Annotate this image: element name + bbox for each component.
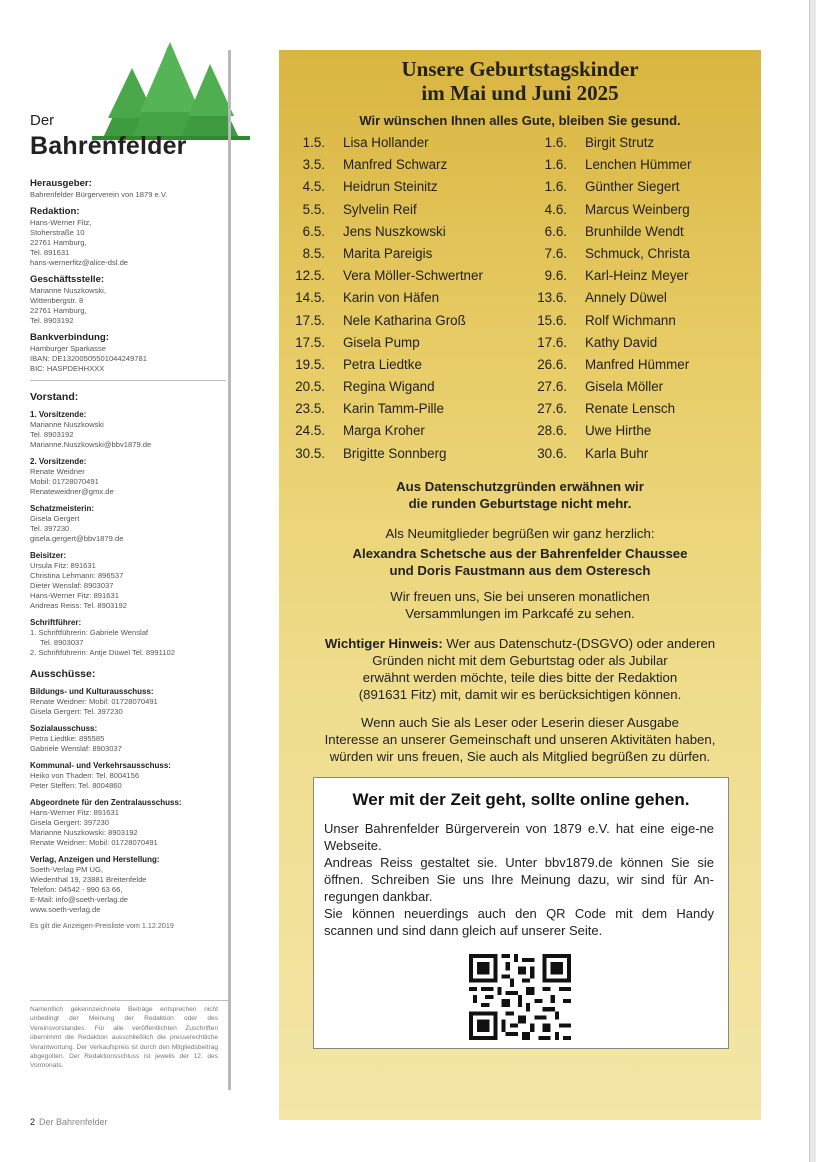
line: Interesse an unserer Gemeinschaft und unseren Aktivitäten haben, <box>324 732 716 747</box>
email-link[interactable]: Renateweidner@gmx.de <box>30 487 114 496</box>
line: Telefon: 04542 - 990 63 66, <box>30 885 123 894</box>
website-link[interactable]: www.soeth-verlag.de <box>30 905 101 914</box>
title-line: im Mai und Juni 2025 <box>421 81 619 105</box>
birthday-panel <box>279 50 761 1120</box>
birthday-name: Gisela Möller <box>585 379 664 395</box>
line: Soeth-Verlag PM UG, <box>30 865 104 874</box>
line: Marianne Nuszkowski: 8903192 <box>30 828 138 837</box>
subheading: Sozialausschuss: <box>30 724 98 733</box>
online-paragraph: Unser Bahrenfelder Bürgerverein von 1879 e.V. hat eine eige-ne Webseite. <box>324 821 714 853</box>
vorstand-schrift <box>30 617 226 658</box>
aus-zentral <box>30 797 226 848</box>
birthday-name: Uwe Hirthe <box>585 423 652 439</box>
imp-geschaeftsstelle <box>30 274 226 326</box>
subheading: Schatzmeisterin: <box>30 504 95 513</box>
birthday-name: Sylvelin Reif <box>343 201 417 217</box>
birthday-date: 9.6. <box>544 268 567 284</box>
qr-code-icon[interactable] <box>467 954 573 1040</box>
line: und Doris Faustmann aus dem Osteresch <box>389 563 651 578</box>
line: Hamburger Sparkasse <box>30 344 106 353</box>
birthday-name: Heidrun Steinitz <box>343 179 438 195</box>
birthday-row <box>279 446 761 468</box>
new-members <box>279 545 761 579</box>
birthday-date: 1.5. <box>302 135 325 150</box>
birthday-name: Regina Wigand <box>343 379 435 395</box>
line: Christina Lehmann: 896537 <box>30 571 124 580</box>
birthday-date: 1.6. <box>544 135 567 150</box>
birthday-date: 27.6. <box>537 379 567 395</box>
subheading: Abgeordnete für den Zentralausschuss: <box>30 798 182 807</box>
line: Gisela Gergert <box>30 514 80 523</box>
fir-trees-logo-icon <box>92 42 250 140</box>
impressum <box>30 178 226 931</box>
birthday-date: 17.6. <box>537 334 567 350</box>
birthday-name: Annely Düwel <box>585 290 667 306</box>
aus-bildung <box>30 686 226 717</box>
birthday-row <box>279 379 761 401</box>
online-text <box>324 820 714 939</box>
birthday-date: 30.6. <box>537 445 567 461</box>
subheading: Verlag, Anzeigen und Herstellung: <box>30 855 160 864</box>
birthday-date: 26.6. <box>537 356 567 372</box>
birthday-name: Nele Katharina Groß <box>343 312 466 328</box>
vorstand-vorsitz2 <box>30 456 226 497</box>
birthday-date: 13.6. <box>537 290 567 306</box>
line: Hans-Werner Fitz: 891631 <box>30 591 119 600</box>
masthead-title: Bahrenfelder <box>30 132 187 160</box>
line: Dieter Wenslaf: 8903037 <box>30 581 114 590</box>
birthday-date: 15.6. <box>537 312 567 328</box>
subheading: Beisitzer: <box>30 551 67 560</box>
birthday-date: 5.5. <box>302 201 325 217</box>
birthday-date: 30.5. <box>295 445 325 461</box>
birthday-name: Kathy David <box>585 334 658 350</box>
line: Stoherstraße 10 <box>30 228 85 237</box>
aus-kommunal <box>30 760 226 791</box>
birthday-name: Vera Möller-Schwertner <box>343 268 483 284</box>
birthday-date: 12.5. <box>295 268 325 284</box>
online-paragraph: Sie können neuerdings auch den QR Code mit dem Handy scannen und sind dann gleich auf unserer Seite. <box>324 906 714 938</box>
line: Gabriele Wenslaf: 8903037 <box>30 744 122 753</box>
join-invitation <box>279 714 761 765</box>
line: 22761 Hamburg, <box>30 238 87 247</box>
line: (891631 Fitz) mit, damit wir es berücksichtigen können. <box>358 687 682 702</box>
line: Tel. 397230 <box>30 524 70 533</box>
birthday-date: 23.5. <box>295 401 325 417</box>
line: Versammlungen im Parkcafé zu sehen. <box>405 606 635 621</box>
vorstand-heading: Vorstand: <box>30 391 79 403</box>
birthday-name: Karin von Häfen <box>343 290 440 306</box>
imp-bank <box>30 332 226 374</box>
birthday-row <box>279 135 761 157</box>
birthday-date: 1.6. <box>544 179 567 195</box>
birthday-list <box>279 135 761 468</box>
hint-label: Wichtiger Hinweis: <box>324 636 443 651</box>
line: Alexandra Schetsche aus der Bahrenfelder Chaussee <box>352 546 688 561</box>
birthday-row <box>279 290 761 312</box>
line: Tel. 891631 <box>30 248 70 257</box>
page-number: 2 <box>30 1117 36 1127</box>
birthday-name: Petra Liedtke <box>343 356 422 372</box>
subheading: Bildungs- und Kulturausschuss: <box>30 687 154 696</box>
birthday-name: Marcus Weinberg <box>585 201 690 217</box>
birthday-date: 6.6. <box>544 223 567 239</box>
line: Wittenbergstr. 8 <box>30 296 84 305</box>
line: Peter Steffen: Tel. 8004860 <box>30 781 122 790</box>
birthday-row <box>279 401 761 423</box>
birthday-date: 4.5. <box>302 179 325 195</box>
vorstand-vorsitz1 <box>30 409 226 450</box>
line: erwähnt werden möchte, teile dies bitte der Redaktion <box>362 670 678 685</box>
hint-text: Wer aus Datenschutz-(DSGVO) oder anderen <box>442 636 716 651</box>
birthday-name: Brunhilde Wendt <box>585 223 684 239</box>
birthday-date: 1.6. <box>544 157 567 173</box>
line: Tel. 8903192 <box>30 430 74 439</box>
birthday-name: Rolf Wichmann <box>585 312 676 328</box>
line: Aus Datenschutzgründen erwähnen wir <box>396 479 644 494</box>
aus-sozial <box>30 723 226 754</box>
birthday-name: Karla Buhr <box>585 445 649 461</box>
line: Andreas Reiss: Tel. 8903192 <box>30 601 127 610</box>
online-heading: Wer mit der Zeit geht, sollte online gehen. <box>352 790 690 809</box>
line: Wenn auch Sie als Leser oder Leserin dieser Ausgabe <box>361 715 679 730</box>
birthday-date: 4.6. <box>544 201 567 217</box>
heading: Geschäftsstelle: <box>30 274 105 285</box>
title-line: Unsere Geburtstagskinder <box>401 57 639 81</box>
meeting-note <box>279 588 761 622</box>
online-paragraph: Andreas Reiss gestaltet sie. Unter bbv1879.de können Sie sie öffnen. Schreiben Sie uns Ihre Meinung dazu, wir sind für An-regungen dankbar. <box>324 855 714 904</box>
birthday-date: 8.5. <box>302 245 325 261</box>
birthday-name: Karin Tamm-Pille <box>343 401 444 417</box>
imp-herausgeber <box>30 178 226 200</box>
birthday-row <box>279 335 761 357</box>
email-link[interactable]: E-Mail: info@soeth-verlag.de <box>30 895 129 904</box>
line: würden wir uns freuen, Sie auch als Mitglied begrüßen zu dürfen. <box>329 749 711 764</box>
birthday-name: Lenchen Hümmer <box>585 157 692 173</box>
subheading: 2. Vorsitzende: <box>30 457 87 466</box>
page-footer <box>30 1117 108 1127</box>
birthday-date: 19.5. <box>295 356 325 372</box>
line: 2. Schriftführerin: Antje Düwel Tel. 8991102 <box>30 648 175 657</box>
birthday-date: 14.5. <box>295 290 325 306</box>
birthday-date: 17.5. <box>295 334 325 350</box>
birthday-name: Günther Siegert <box>585 179 680 195</box>
heading: Redaktion: <box>30 206 80 217</box>
email-link[interactable]: Marianne.Nuszkowski@bbv1879.de <box>30 440 152 449</box>
birthday-name: Marga Kroher <box>343 423 425 439</box>
line: Gisela Gergert: 397230 <box>30 818 109 827</box>
line: Renate Weidner: Mobil: 01728070491 <box>30 838 158 847</box>
line: Bahrenfelder Bürgerverein von 1879 e.V. <box>30 190 168 199</box>
price-list-note: Es gilt die Anzeigen-Preisliste vom 1.12.2019 <box>30 921 174 930</box>
online-box <box>313 777 729 1049</box>
birthday-row <box>279 268 761 290</box>
line: Heiko von Thaden: Tel. 8004156 <box>30 771 140 780</box>
birthday-row <box>279 313 761 335</box>
masthead-der: Der <box>30 112 55 129</box>
line: Tel. 8903037 <box>40 638 84 647</box>
ausschuesse-heading: Ausschüsse: <box>30 668 96 680</box>
welcome-line: Als Neumitglieder begrüßen wir ganz herzlich: <box>385 526 655 541</box>
birthday-name: Renate Lensch <box>585 401 676 417</box>
birthday-row <box>279 357 761 379</box>
birthday-date: 28.6. <box>537 423 567 439</box>
line: 22761 Hamburg, <box>30 306 87 315</box>
birthday-date: 3.5. <box>302 157 325 173</box>
subheading: Kommunal- und Verkehrsausschuss: <box>30 761 171 770</box>
subheading: 1. Vorsitzende: <box>30 410 87 419</box>
line: Wiedenthal 19, 23881 Breitenfelde <box>30 875 147 884</box>
line: Gisela Gergert: Tel. 397230 <box>30 707 123 716</box>
heading: Herausgeber: <box>30 178 92 189</box>
subheading: Schriftführer: <box>30 618 82 627</box>
line: Hans-Werner Fitz: 891631 <box>30 808 119 817</box>
vorstand-schatz <box>30 503 226 544</box>
birthday-row <box>279 179 761 201</box>
privacy-note <box>279 478 761 512</box>
important-hint <box>279 635 761 703</box>
birthday-name: Lisa Hollander <box>343 135 429 150</box>
birthday-row <box>279 246 761 268</box>
line: Gründen nicht mit dem Geburtstag oder als Jubilar <box>372 653 668 668</box>
line: Marianne Nuszkowski <box>30 420 104 429</box>
divider <box>30 380 226 381</box>
birthday-name: Schmuck, Christa <box>585 245 690 261</box>
line: Renate Weidner <box>30 467 85 476</box>
line: Mobil: 01728070491 <box>30 477 99 486</box>
imp-redaktion <box>30 206 226 268</box>
birthday-row <box>279 202 761 224</box>
line: die runden Geburtstage nicht mehr. <box>408 496 632 511</box>
vorstand-beisitzer <box>30 550 226 611</box>
birthday-date: 17.5. <box>295 312 325 328</box>
line: Wir freuen uns, Sie bei unseren monatlichen <box>390 589 650 604</box>
email-link[interactable]: hans-wernerfitz@alice-dsl.de <box>30 258 129 267</box>
panel-title <box>279 57 761 105</box>
birthday-name: Birgit Strutz <box>585 135 655 150</box>
birthday-date: 7.6. <box>544 245 567 261</box>
email-link[interactable]: gisela.gergert@bbv1879.de <box>30 534 124 543</box>
masthead <box>30 40 226 166</box>
page-edge <box>809 0 816 1162</box>
divider <box>30 1000 228 1001</box>
birthday-date: 27.6. <box>537 401 567 417</box>
line: Renate Weidner: Mobil: 01728070491 <box>30 697 158 706</box>
birthday-date: 6.5. <box>302 223 325 239</box>
line: Tel. 8903192 <box>30 316 74 325</box>
line: 1. Schriftführerin: Gabriele Wenslaf <box>30 628 149 637</box>
birthday-name: Gisela Pump <box>343 334 420 350</box>
birthday-row <box>279 224 761 246</box>
line: Petra Liedtke: 895585 <box>30 734 105 743</box>
birthday-name: Manfred Schwarz <box>343 157 448 173</box>
line: BIC: HASPDEHHXXX <box>30 364 105 373</box>
birthday-name: Marita Pareigis <box>343 245 433 261</box>
wish-line: Wir wünschen Ihnen alles Gute, bleiben Sie gesund. <box>359 113 681 128</box>
aus-verlag <box>30 854 226 915</box>
birthday-row <box>279 423 761 445</box>
line: Hans-Werner Fitz, <box>30 218 92 227</box>
birthday-name: Brigitte Sonnberg <box>343 445 447 461</box>
disclaimer: Namentlich gekennzeichnete Beiträge entsprechen nicht unbedingt der Meinung der Redaktion oder des Vereinsvorstandes. Für alle veröffentlichten Zuschriften übernimmt die Redaktion ausschließlich die presserechtliche Verantwortung. Der Verkaufspreis ist durch den Mitgliedsbeitrag abgegolten. Der Redaktionsschluss ist jeweils der 12. des Vormonats. <box>30 1006 218 1070</box>
column-divider <box>228 50 231 1090</box>
birthday-name: Manfred Hümmer <box>585 356 690 372</box>
birthday-name: Karl-Heinz Meyer <box>585 268 689 284</box>
footer-name: Der Bahrenfelder <box>39 1117 108 1127</box>
birthday-name: Jens Nuszkowski <box>343 223 446 239</box>
birthday-date: 24.5. <box>295 423 325 439</box>
birthday-row <box>279 157 761 179</box>
line <box>279 635 761 652</box>
birthday-date: 20.5. <box>295 379 325 395</box>
line: Marianne Nuszkowski, <box>30 286 106 295</box>
impressum-column <box>30 40 226 931</box>
line: IBAN: DE13200505501044249781 <box>30 354 147 363</box>
line: Ursula Fitz: 891631 <box>30 561 96 570</box>
heading: Bankverbindung: <box>30 332 109 343</box>
